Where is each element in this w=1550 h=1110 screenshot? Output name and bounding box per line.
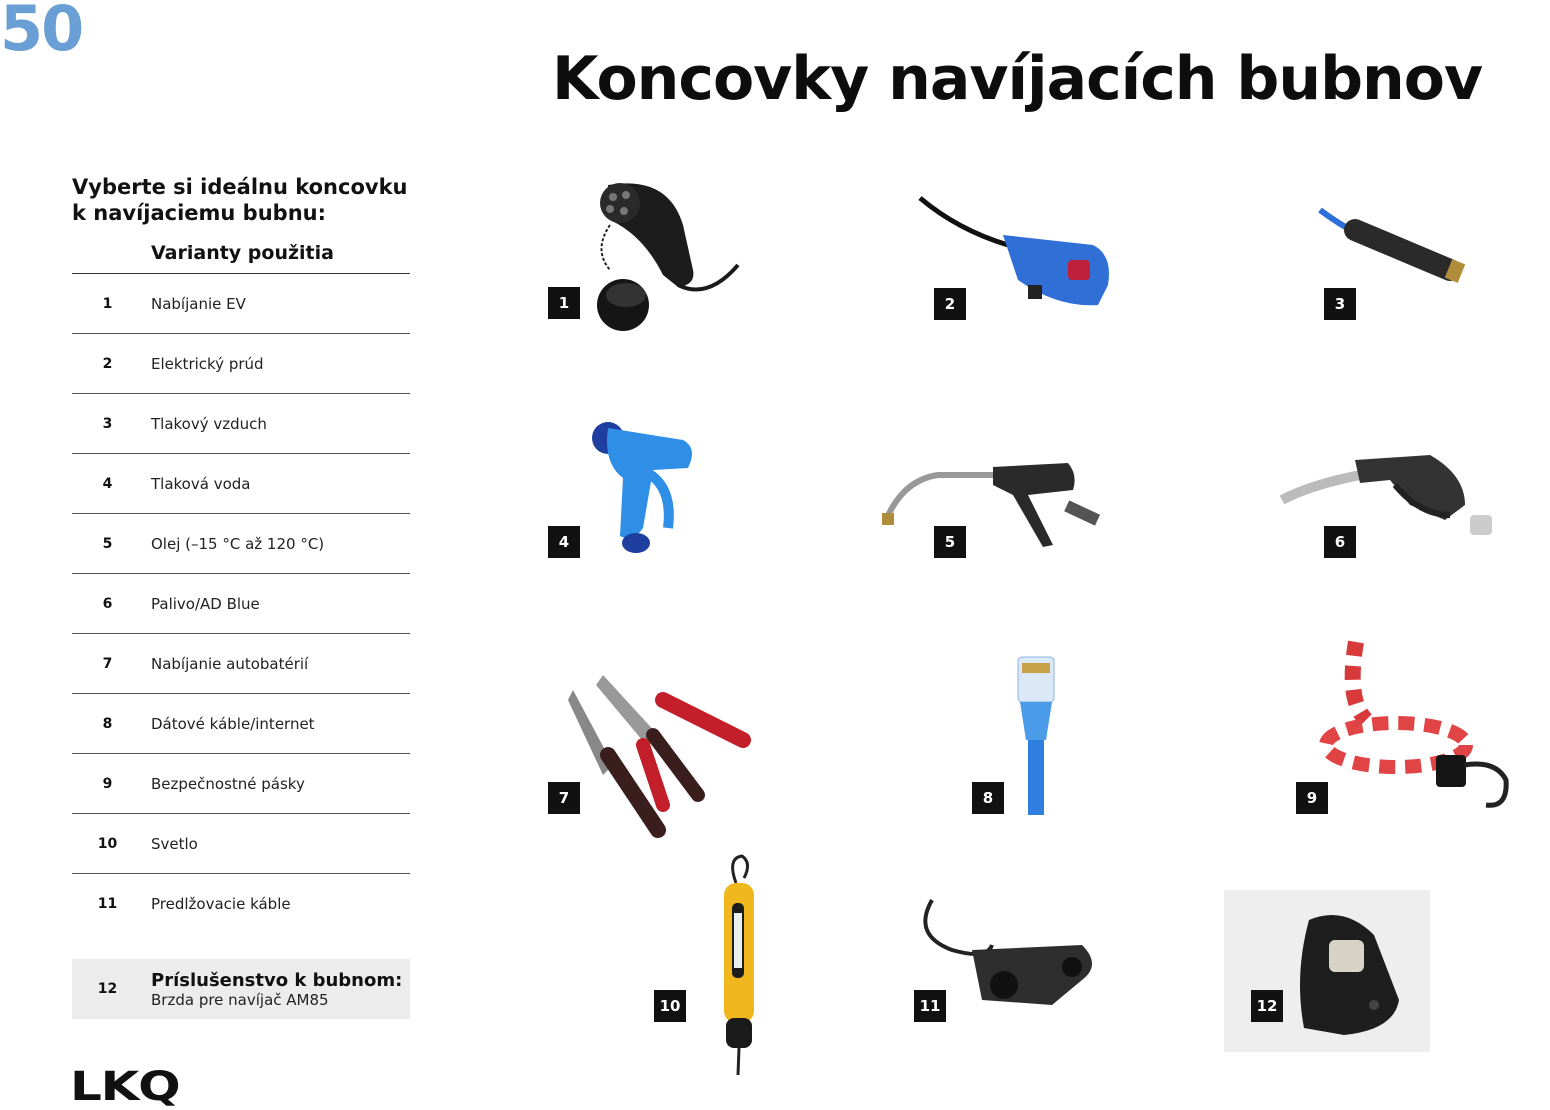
row-label: Elektrický prúd	[151, 354, 264, 373]
row-label: Predlžovacie káble	[151, 894, 291, 913]
air-hose-fitting-icon	[1300, 195, 1520, 355]
table-row	[72, 874, 410, 933]
row-number: 2	[102, 355, 113, 372]
accessory-number: 12	[97, 981, 118, 997]
table-row	[72, 694, 410, 754]
row-label: Tlaková voda	[151, 474, 251, 493]
product-badge: 8	[972, 782, 1004, 814]
product-12	[1224, 890, 1430, 1052]
row-label: Dátové káble/internet	[151, 714, 315, 733]
accessory-row	[72, 959, 410, 1019]
work-lamp-icon	[652, 853, 782, 1078]
row-number: 3	[102, 415, 113, 432]
table-header: Varianty použitia	[72, 238, 410, 274]
table-row	[72, 634, 410, 694]
table-row	[72, 454, 410, 514]
row-label: Palivo/AD Blue	[151, 594, 260, 613]
product-badge: 1	[548, 287, 580, 319]
table-row	[72, 274, 410, 334]
table-row	[72, 334, 410, 394]
lkq-logo: LKQ	[70, 1064, 180, 1110]
row-number: 1	[102, 295, 113, 312]
table-row	[72, 394, 410, 454]
product-1	[548, 175, 748, 340]
row-label: Olej (–15 °C až 120 °C)	[151, 534, 325, 553]
intro-line-2: k navíjaciemu bubnu:	[72, 201, 326, 225]
table-row	[72, 754, 410, 814]
intro-line-1: Vyberte si ideálnu koncovku	[72, 175, 408, 199]
product-badge: 4	[548, 526, 580, 558]
row-number: 4	[102, 475, 113, 492]
product-badge: 5	[934, 526, 966, 558]
row-label: Tlakový vzduch	[151, 414, 267, 433]
intro-heading	[72, 174, 432, 226]
row-number: 11	[97, 895, 118, 912]
usage-table	[72, 238, 410, 933]
row-number: 9	[102, 775, 113, 792]
product-3	[1300, 195, 1520, 355]
product-2	[918, 190, 1118, 330]
oil-dispense-gun-icon	[878, 455, 1118, 565]
product-badge: 3	[1324, 288, 1356, 320]
product-badge: 7	[548, 782, 580, 814]
row-number: 7	[102, 655, 113, 672]
row-number: 5	[102, 535, 113, 552]
row-label: Svetlo	[151, 834, 198, 853]
table-row	[72, 814, 410, 874]
product-9	[1296, 640, 1516, 820]
row-number: 10	[97, 835, 118, 852]
product-11	[912, 895, 1112, 1025]
table-row	[72, 514, 410, 574]
table-row	[72, 574, 410, 634]
product-7	[548, 655, 758, 840]
product-badge: 6	[1324, 526, 1356, 558]
row-label: Nabíjanie EV	[151, 294, 246, 313]
product-badge: 11	[914, 990, 946, 1022]
accessory-subtitle: Brzda pre navíjač AM85	[151, 990, 329, 1009]
product-badge: 10	[654, 990, 686, 1022]
product-10	[652, 853, 782, 1078]
row-label: Nabíjanie autobatérií	[151, 654, 309, 673]
product-6	[1280, 445, 1510, 565]
row-number: 8	[102, 715, 113, 732]
page-title: Koncovky navíjacích bubnov	[552, 44, 1483, 114]
accessory-title: Príslušenstvo k bubnom:	[151, 969, 403, 991]
reel-brake-icon	[1224, 890, 1430, 1052]
product-5	[878, 455, 1118, 565]
fuel-nozzle-icon	[1280, 445, 1510, 565]
safety-tape-icon	[1296, 640, 1516, 820]
row-label: Bezpečnostné pásky	[151, 774, 305, 793]
product-badge: 12	[1251, 990, 1283, 1022]
product-badge: 2	[934, 288, 966, 320]
product-4	[548, 418, 728, 568]
product-badge: 9	[1296, 782, 1328, 814]
page-number: 50	[0, 0, 83, 65]
product-8	[972, 655, 1062, 815]
row-number: 6	[102, 595, 113, 612]
